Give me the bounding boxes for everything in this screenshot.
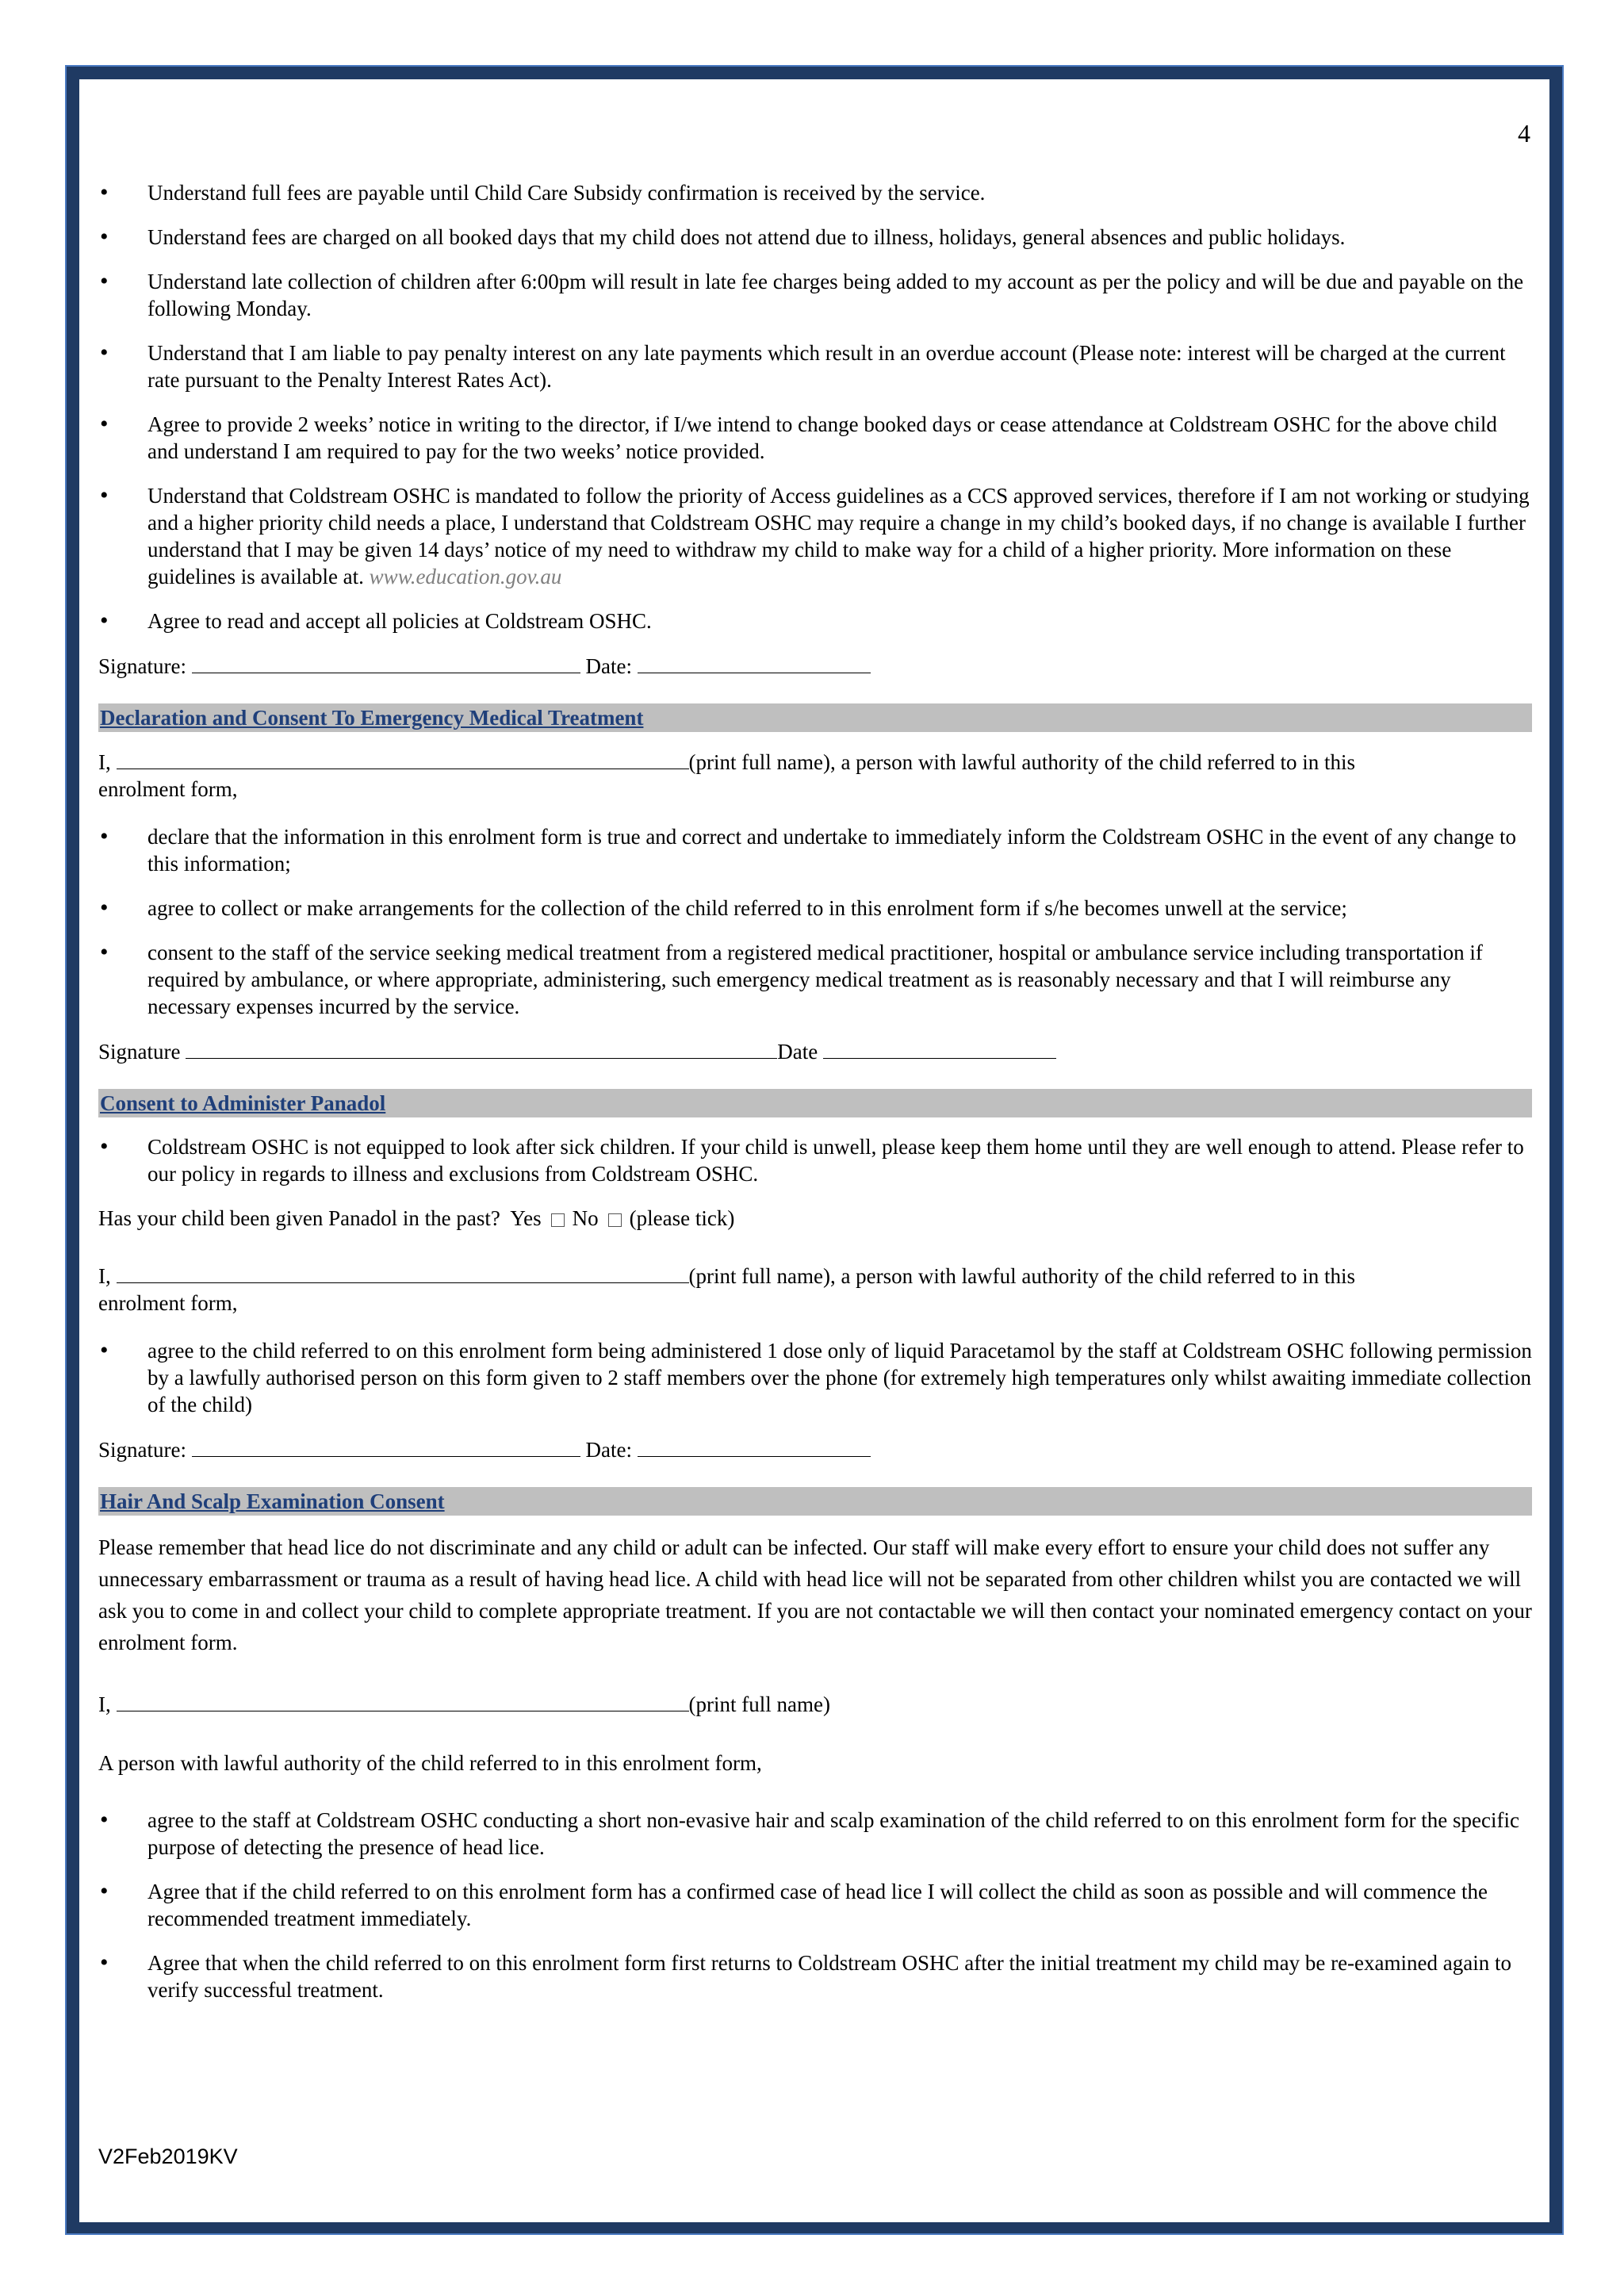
name-suffix: (print full name), a person with lawful authority of the child referred to in this (688, 750, 1356, 774)
medical-signature-row (98, 1037, 1532, 1065)
fees-signature-row (98, 652, 1532, 680)
panadol-name-row (98, 1262, 1532, 1317)
date-label: Date: (585, 1438, 632, 1462)
education-link[interactable]: www.education.gov.au (369, 565, 562, 588)
yes-checkbox[interactable] (551, 1213, 565, 1227)
name-continuation: enrolment form, (98, 1291, 238, 1315)
full-name-field[interactable] (117, 1262, 689, 1283)
version-footer: V2Feb2019KV (98, 2145, 238, 2168)
medical-bullet: • agree to collect or make arrangements for the collection of the child referred to in this enrolment form if s/he becomes unwell at the service; (98, 895, 1532, 922)
medical-bullet-list (98, 823, 1532, 1020)
i-label: I, (98, 1692, 111, 1716)
hair-bullet: • agree to the staff at Coldstream OSHC conducting a short non-evasive hair and scalp examination of the child referred to on this enrolment form for the specific purpose of detecting the presence of head lice. (98, 1807, 1532, 1861)
fees-bullet: • Understand fees are charged on all booked days that my child does not attend due to illness, holidays, general absences and public holidays. (98, 224, 1532, 251)
panadol-question-row (98, 1205, 1532, 1232)
fees-bullet (98, 482, 1532, 590)
panadol-bullet: • agree to the child referred to on this enrolment form being administered 1 dose only of liquid Paracetamol by the staff at Coldstream OSHC following permission by a lawfully authorised person on this form given to 2 staff members over the phone (for extremely high temperatures only whilst awaiting immediate collection of the child) (98, 1337, 1532, 1418)
medical-bullet: • declare that the information in this enrolment form is true and correct and undertake to immediately inform the Coldstream OSHC in the event of any change to this information; (98, 823, 1532, 877)
panadol-signature-row (98, 1435, 1532, 1463)
signature-label: Signature (98, 1040, 181, 1064)
fees-bullet: • Understand that I am liable to pay penalty interest on any late payments which result in an overdue account (Please note: interest will be charged at the current rate pursuant to the Penalty Interest Rates Act). (98, 339, 1532, 393)
signature-label: Signature: (98, 654, 186, 678)
i-label: I, (98, 750, 111, 774)
i-label: I, (98, 1264, 111, 1288)
date-label: Date: (585, 654, 632, 678)
date-label: Date (777, 1040, 818, 1064)
signature-field[interactable] (186, 1037, 777, 1059)
signature-field[interactable] (192, 1435, 580, 1457)
name-suffix: (print full name), a person with lawful authority of the child referred to in this (688, 1264, 1356, 1288)
signature-field[interactable] (192, 652, 580, 673)
fees-bullet: • Agree to read and accept all policies at Coldstream OSHC. (98, 608, 1532, 634)
name-continuation: enrolment form, (98, 777, 238, 801)
section-header-panadol: Consent to Administer Panadol (98, 1089, 1532, 1117)
date-field[interactable] (638, 1435, 871, 1457)
no-checkbox[interactable] (608, 1213, 622, 1227)
fees-bullet-list (98, 179, 1532, 634)
medical-name-row (98, 748, 1532, 803)
signature-label: Signature: (98, 1438, 186, 1462)
panadol-intro-list (98, 1133, 1532, 1187)
fees-bullet: • Agree to provide 2 weeks’ notice in writing to the director, if I/we intend to change booked days or cease attendance at Coldstream OSHC for the above child and understand I am required to pay for the two weeks’ notice provided. (98, 411, 1532, 465)
no-label: No (572, 1206, 599, 1230)
date-field[interactable] (823, 1037, 1056, 1059)
full-name-field[interactable] (117, 1690, 689, 1711)
date-field[interactable] (638, 652, 871, 673)
fees-bullet: • Understand full fees are payable until Child Care Subsidy confirmation is received by the service. (98, 179, 1532, 206)
section-header-medical: Declaration and Consent To Emergency Medical Treatment (98, 703, 1532, 732)
fees-bullet-text: Understand that Coldstream OSHC is mandated to follow the priority of Access guidelines as a CCS approved services, therefore if I am not working or studying and a higher priority child needs a place, I understand that Coldstream OSHC may require a change in my child’s booked days, if no change is available I further understand that I may be given 14 days’ notice of my need to withdraw my child to make way for a child of a higher priority. More information on these guidelines is available at. (147, 484, 1530, 588)
hair-intro-paragraph: Please remember that head lice do not discriminate and any child or adult can be infected. Our staff will make every effort to ensure your child does not suffer any unnecessary embarrassment or trauma as a result of having head lice. A child with head lice will not be separated from other children whilst you are contacted we will ask you to come in and collect your child to complete appropriate treatment. If you are not contactable we will then contact your nominated emergency contact on your enrolment form. (98, 1535, 1532, 1654)
medical-bullet: • consent to the staff of the service seeking medical treatment from a registered medical practitioner, hospital or ambulance service including transportation if required by ambulance, or where appropriate, administering, such emergency medical treatment as is reasonably necessary and that I will reimburse any necessary expenses incurred by the service. (98, 939, 1532, 1020)
hair-name-row (98, 1690, 1532, 1718)
panadol-bullet-list (98, 1337, 1532, 1418)
full-name-field[interactable] (117, 748, 689, 769)
name-suffix: (print full name) (688, 1692, 830, 1716)
tick-note: (please tick) (629, 1206, 735, 1230)
panadol-bullet: • Coldstream OSHC is not equipped to look after sick children. If your child is unwell, please keep them home until they are well enough to attend. Please refer to our policy in regards to illness and exclusions from Coldstream OSHC. (98, 1133, 1532, 1187)
fees-bullet: • Understand late collection of children after 6:00pm will result in late fee charges being added to my account as per the policy and will be due and payable on the following Monday. (98, 268, 1532, 322)
hair-authority-text: A person with lawful authority of the child referred to in this enrolment form, (98, 1751, 762, 1775)
hair-bullet-list (98, 1807, 1532, 2003)
hair-bullet: • Agree that if the child referred to on this enrolment form has a confirmed case of head lice I will collect the child as soon as possible and will commence the recommended treatment immediately. (98, 1878, 1532, 1932)
document-content (98, 179, 1532, 2021)
panadol-question: Has your child been given Panadol in the past? (98, 1206, 500, 1230)
section-header-hair: Hair And Scalp Examination Consent (98, 1487, 1532, 1516)
yes-label: Yes (510, 1206, 542, 1230)
page-number: 4 (1518, 119, 1530, 148)
hair-bullet: • Agree that when the child referred to on this enrolment form first returns to Coldstream OSHC after the initial treatment my child may be re-examined again to verify successful treatment. (98, 1949, 1532, 2003)
